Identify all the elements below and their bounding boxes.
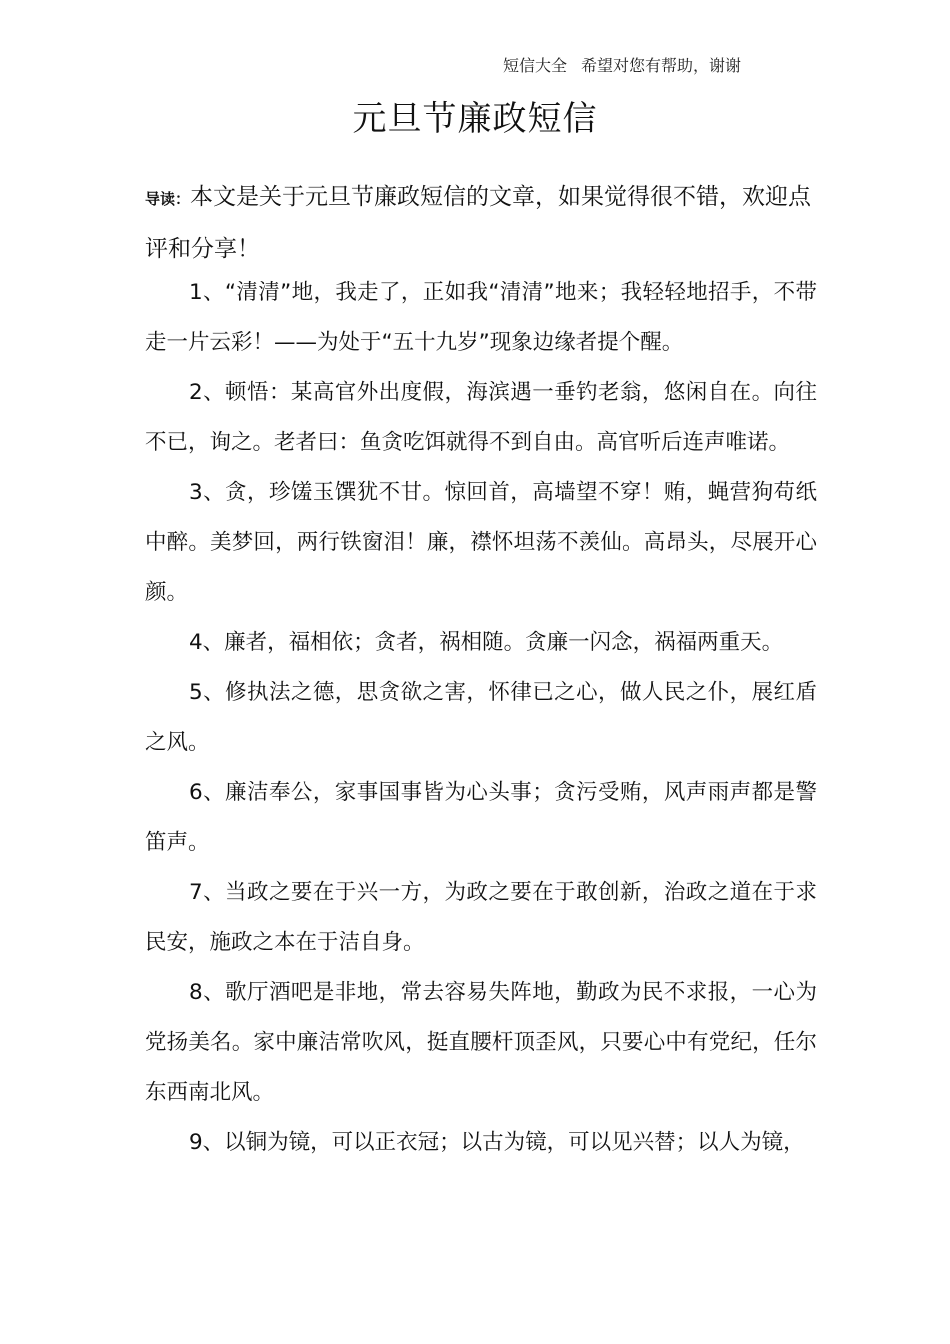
header-note xyxy=(503,54,741,78)
header-note-left: 短信大全 xyxy=(503,56,568,75)
list-item: 7、当政之要在于兴一方，为政之要在于敢创新，治政之道在于求民安，施政之本在于洁自身。 xyxy=(145,880,817,955)
list-item: 4、廉者，福相依；贪者，祸相随。贪廉一闪念，祸福两重天。 xyxy=(189,630,784,655)
list-item: 9、以铜为镜，可以正衣冠；以古为镜，可以见兴替；以人为镜， xyxy=(189,1130,805,1155)
list-item: 3、贪，珍馐玉馔犹不甘。惊回首，高墙望不穿！贿，蝇营狗苟纸中醉。美梦回，两行铁窗泪！廉，襟怀坦荡不羡仙。高昂头，尽展开心颜。 xyxy=(145,480,817,605)
header-note-right: 希望对您有帮助，谢谢 xyxy=(581,56,742,75)
list-item: 2、顿悟：某高官外出度假，海滨遇一垂钓老翁，悠闲自在。向往不已，询之。老者曰：鱼贪吃饵就得不到自由。高官听后连声唯诺。 xyxy=(145,380,817,455)
intro-text: 本文是关于元旦节廉政短信的文章，如果觉得很不错，欢迎点评和分享！ xyxy=(145,184,812,262)
document-title: 元旦节廉政短信 xyxy=(352,99,598,139)
intro-label: 导读： xyxy=(145,190,191,208)
list-item: 1、“清清”地，我走了，正如我“清清”地来；我轻轻地招手，不带走一片云彩！——为处于“五十九岁”现象边缘者提个醒。 xyxy=(145,280,817,355)
list-item: 8、歌厅酒吧是非地，常去容易失阵地，勤政为民不求报，一心为党扬美名。家中廉洁常吹风，挺直腰杆顶歪风，只要心中有党纪，任尔东西南北风。 xyxy=(145,980,817,1105)
message-list xyxy=(145,268,817,1168)
list-item: 6、廉洁奉公，家事国事皆为心头事；贪污受贿，风声雨声都是警笛声。 xyxy=(145,780,817,855)
list-item: 5、修执法之德，思贪欲之害，怀律已之心，做人民之仆，展红盾之风。 xyxy=(145,680,817,755)
intro-paragraph xyxy=(145,172,817,274)
